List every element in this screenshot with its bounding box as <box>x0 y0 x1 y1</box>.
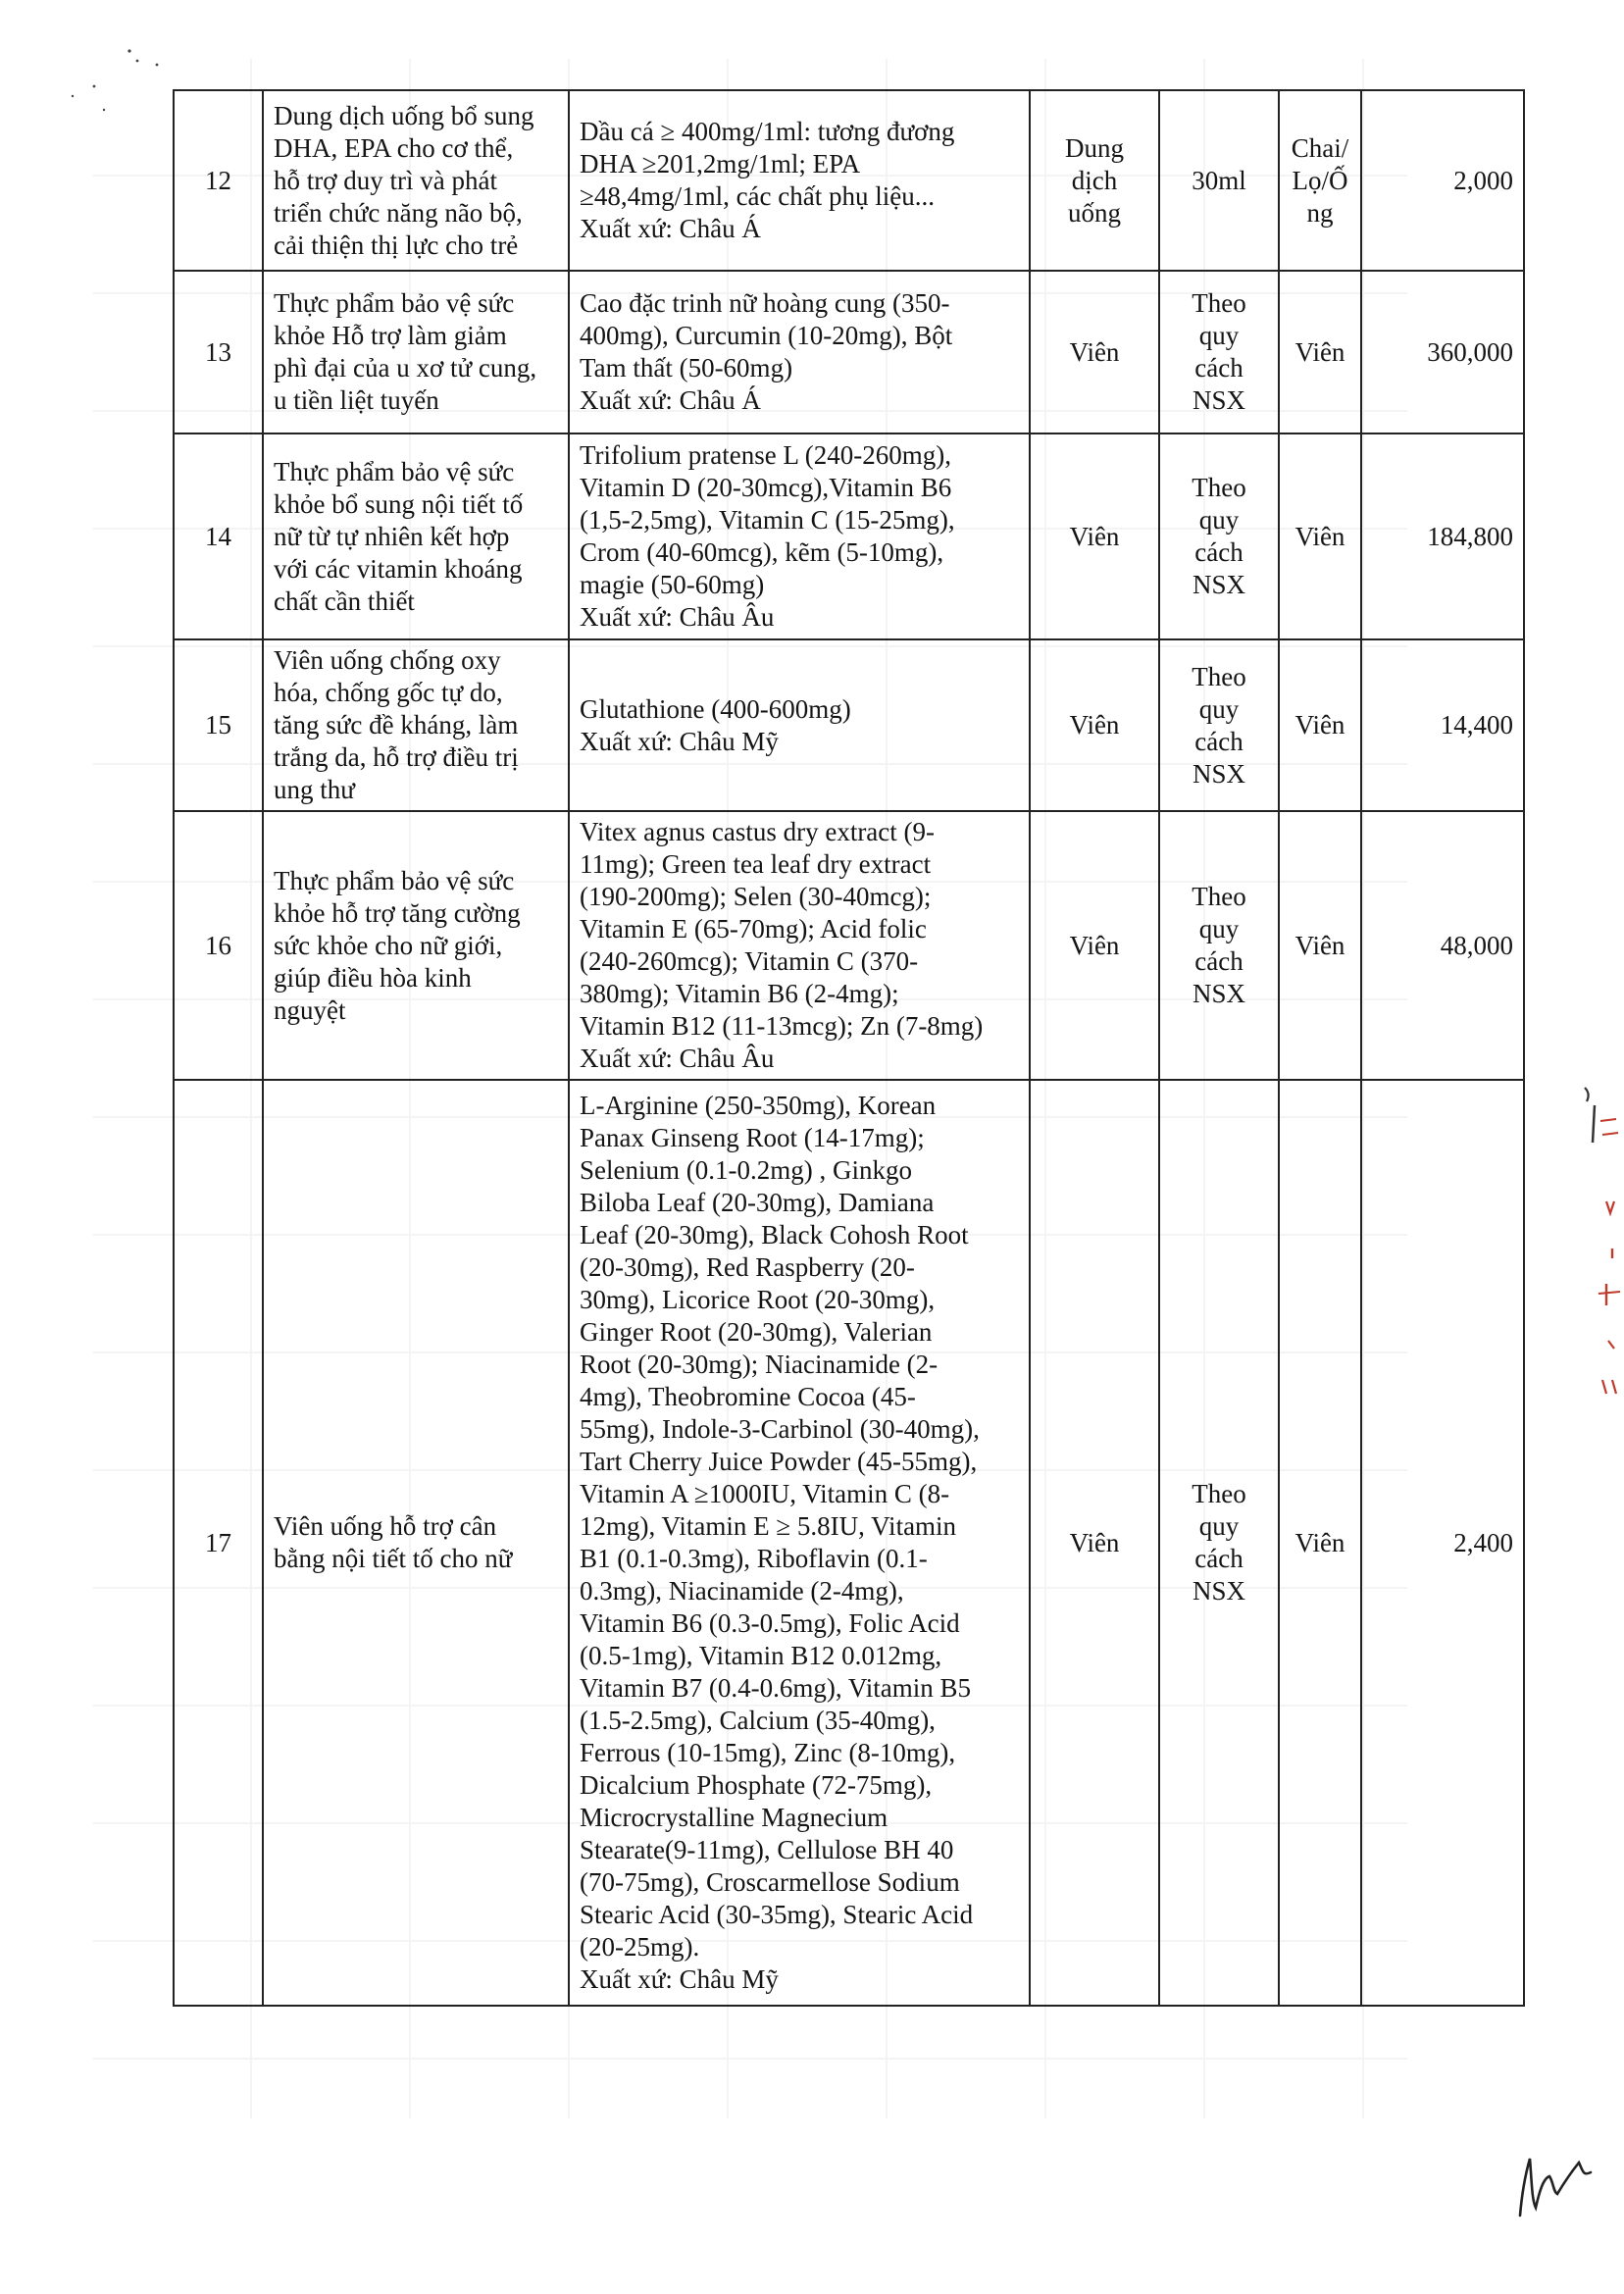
spec-line: Xuất xứ: Châu Mỹ <box>580 726 779 756</box>
cell-unit <box>1279 639 1361 811</box>
price-text: 2,400 <box>1453 1527 1513 1557</box>
unit-line: Lọ/Ố <box>1292 165 1348 195</box>
unit-line: Viên <box>1294 930 1345 960</box>
cell-no <box>174 90 263 271</box>
pack-line: Theo <box>1192 882 1246 911</box>
signature-mark <box>1510 2143 1599 2221</box>
spec-line: Stearic Acid (30-35mg), Stearic Acid <box>580 1900 974 1929</box>
name-line: triển chức năng não bộ, <box>274 197 523 228</box>
spec-line: 55mg), Indole-3-Carbinol (30-40mg), <box>580 1414 980 1444</box>
unit-line: Viên <box>1294 1527 1345 1557</box>
pack-line: Theo <box>1192 288 1246 318</box>
spec-line: magie (50-60mg) <box>580 570 765 599</box>
spec-line: Dầu cá ≥ 400mg/1ml: tương đương <box>580 117 955 146</box>
spec-line: (240-260mcg); Vitamin C (370- <box>580 946 919 976</box>
pack-line: Theo <box>1192 661 1246 691</box>
name-line: Viên uống hỗ trợ cân <box>274 1511 497 1541</box>
cell-name <box>263 811 569 1080</box>
cell-price <box>1361 433 1524 639</box>
spec-line: (1,5-2,5mg), Vitamin C (15-25mg), <box>580 505 955 535</box>
form-line: Viên <box>1069 336 1120 367</box>
spec-line: 380mg); Vitamin B6 (2-4mg); <box>580 979 899 1008</box>
cell-unit <box>1279 811 1361 1080</box>
spec-line: L-Arginine (250-350mg), Korean <box>580 1091 937 1120</box>
table-row <box>174 433 1524 639</box>
form-line: dịch <box>1071 165 1118 195</box>
spec-line: B1 (0.1-0.3mg), Riboflavin (0.1- <box>580 1544 928 1573</box>
spec-line: Leaf (20-30mg), Black Cohosh Root <box>580 1220 969 1249</box>
pack-line: NSX <box>1192 979 1245 1008</box>
name-line: nữ từ tự nhiên kết hợp <box>274 521 510 551</box>
cell-no <box>174 811 263 1080</box>
cell-form <box>1030 271 1159 433</box>
cell-price <box>1361 1080 1524 2006</box>
spec-line: (70-75mg), Croscarmellose Sodium <box>580 1867 960 1897</box>
cell-no <box>174 639 263 811</box>
form-line: Viên <box>1069 930 1120 960</box>
pack-line: NSX <box>1192 758 1245 789</box>
no-text: 12 <box>205 165 231 195</box>
product-table <box>173 89 1525 2007</box>
name-line: cải thiện thị lực cho trẻ <box>274 229 519 260</box>
pack-line: Theo <box>1192 473 1246 502</box>
pack-line: cách <box>1194 726 1243 756</box>
name-line: Thực phẩm bảo vệ sức <box>274 865 515 895</box>
name-line: khỏe bổ sung nội tiết tố <box>274 488 524 519</box>
table-row <box>174 1080 1524 2006</box>
spec-line: Ferrous (10-15mg), Zinc (8-10mg), <box>580 1738 956 1767</box>
spec-line: Microcrystalline Magnecium <box>580 1803 888 1832</box>
cell-price <box>1361 811 1524 1080</box>
name-line: u tiền liệt tuyến <box>274 385 439 415</box>
spec-line: Biloba Leaf (20-30mg), Damiana <box>580 1188 935 1217</box>
spec-line: (20-25mg). <box>580 1932 700 1962</box>
cell-spec <box>569 433 1030 639</box>
spec-line: Vitamin B7 (0.4-0.6mg), Vitamin B5 <box>580 1673 971 1703</box>
spec-line: 12mg), Vitamin E ≥ 5.8IU, Vitamin <box>580 1511 957 1541</box>
cell-name <box>263 90 569 271</box>
spec-line: Tam thất (50-60mg) <box>580 353 793 382</box>
spec-line: ≥48,4mg/1ml, các chất phụ liệu... <box>580 181 935 211</box>
table-row <box>174 271 1524 433</box>
spec-line: Vitamin D (20-30mcg),Vitamin B6 <box>580 473 952 502</box>
cell-pack <box>1159 811 1279 1080</box>
spec-line: Xuất xứ: Châu Âu <box>580 1044 775 1073</box>
cell-spec <box>569 271 1030 433</box>
spec-line: Xuất xứ: Châu Mỹ <box>580 1964 779 1994</box>
table-row <box>174 90 1524 271</box>
pack-line: quy <box>1198 505 1240 535</box>
spec-line: Vitamin B12 (11-13mcg); Zn (7-8mg) <box>580 1011 984 1041</box>
name-line: Thực phẩm bảo vệ sức <box>274 288 515 318</box>
name-line: nguyệt <box>274 994 346 1025</box>
cell-price <box>1361 271 1524 433</box>
name-line: hóa, chống gốc tự do, <box>274 678 503 707</box>
pack-line: quy <box>1198 693 1240 724</box>
spec-line: (1.5-2.5mg), Calcium (35-40mg), <box>580 1706 936 1735</box>
cell-price <box>1361 90 1524 271</box>
no-text: 14 <box>205 521 231 551</box>
cell-pack <box>1159 433 1279 639</box>
name-line: với các vitamin khoáng <box>274 553 523 584</box>
pack-line: cách <box>1194 1544 1243 1573</box>
name-line: ung thư <box>274 775 355 804</box>
form-line: Viên <box>1069 710 1120 739</box>
spec-line: 400mg), Curcumin (10-20mg), Bột <box>580 321 953 350</box>
spec-line: Cao đặc trinh nữ hoàng cung (350- <box>580 288 950 318</box>
name-line: bằng nội tiết tố cho nữ <box>274 1544 513 1573</box>
cell-no <box>174 1080 263 2006</box>
cell-pack <box>1159 271 1279 433</box>
pack-line: NSX <box>1192 385 1245 415</box>
cell-price <box>1361 639 1524 811</box>
no-text: 16 <box>205 930 231 960</box>
cell-spec <box>569 90 1030 271</box>
spec-line: 30mg), Licorice Root (20-30mg), <box>580 1285 936 1314</box>
spec-line: Xuất xứ: Châu Á <box>580 214 761 243</box>
unit-line: Chai/ <box>1291 132 1349 163</box>
cell-pack <box>1159 1080 1279 2006</box>
cell-pack <box>1159 639 1279 811</box>
cell-pack <box>1159 90 1279 271</box>
pack-line: NSX <box>1192 570 1245 599</box>
name-line: Thực phẩm bảo vệ sức <box>274 456 515 486</box>
cell-spec <box>569 1080 1030 2006</box>
name-line: tăng sức đề kháng, làm <box>274 710 519 739</box>
form-line: Dung <box>1065 132 1124 163</box>
cell-no <box>174 271 263 433</box>
name-line: Dung dịch uống bổ sung <box>274 100 534 130</box>
cell-name <box>263 1080 569 2006</box>
price-text: 184,800 <box>1427 521 1513 551</box>
pack-line: cách <box>1194 537 1243 567</box>
name-line: khỏe hỗ trợ tăng cường <box>274 897 521 928</box>
no-text: 13 <box>205 336 231 367</box>
spec-line: Vitamin B6 (0.3-0.5mg), Folic Acid <box>580 1608 960 1638</box>
table-row <box>174 639 1524 811</box>
top-left-scan-marks <box>59 39 177 127</box>
spec-line: (20-30mg), Red Raspberry (20- <box>580 1252 915 1282</box>
spec-line: Trifolium pratense L (240-260mg), <box>580 440 951 470</box>
name-line: trắng da, hỗ trợ điều trị <box>274 742 519 772</box>
spec-line: Vitamin A ≥1000IU, Vitamin C (8- <box>580 1479 950 1508</box>
cell-spec <box>569 811 1030 1080</box>
spec-line: Dicalcium Phosphate (72-75mg), <box>580 1770 933 1800</box>
price-text: 48,000 <box>1440 930 1513 960</box>
margin-red-marks <box>1577 1084 1624 1398</box>
name-line: hỗ trợ duy trì và phát <box>274 165 497 195</box>
pack-line: cách <box>1194 353 1243 382</box>
form-line: Viên <box>1069 1527 1120 1557</box>
cell-name <box>263 271 569 433</box>
price-text: 14,400 <box>1440 710 1513 739</box>
table-row <box>174 811 1524 1080</box>
price-text: 360,000 <box>1427 336 1513 367</box>
unit-line: Viên <box>1294 336 1345 367</box>
form-line: Viên <box>1069 521 1120 551</box>
cell-name <box>263 639 569 811</box>
name-line: Viên uống chống oxy <box>274 645 501 675</box>
spec-line: DHA ≥201,2mg/1ml; EPA <box>580 149 861 178</box>
cell-no <box>174 433 263 639</box>
spec-line: Root (20-30mg); Niacinamide (2- <box>580 1350 939 1379</box>
pack-line: quy <box>1198 914 1240 943</box>
unit-line: Viên <box>1294 521 1345 551</box>
cell-form <box>1030 1080 1159 2006</box>
pack-line: NSX <box>1192 1576 1245 1606</box>
name-line: phì đại của u xơ tử cung, <box>274 353 537 382</box>
spec-line: Tart Cherry Juice Powder (45-55mg), <box>580 1447 978 1476</box>
name-line: DHA, EPA cho cơ thể, <box>274 132 514 163</box>
cell-unit <box>1279 271 1361 433</box>
spec-line: Xuất xứ: Châu Âu <box>580 602 775 632</box>
spec-line: Vitex agnus castus dry extract (9- <box>580 817 936 846</box>
spec-line: Panax Ginseng Root (14-17mg); <box>580 1123 925 1152</box>
name-line: chất cần thiết <box>274 586 415 616</box>
spec-line: Xuất xứ: Châu Á <box>580 385 761 415</box>
cell-unit <box>1279 433 1361 639</box>
spec-line: Crom (40-60mcg), kẽm (5-10mg), <box>580 537 944 567</box>
unit-line: ng <box>1306 197 1334 228</box>
cell-name <box>263 433 569 639</box>
spec-line: Vitamin E (65-70mg); Acid folic <box>580 914 927 943</box>
unit-line: Viên <box>1294 710 1345 739</box>
cell-form <box>1030 433 1159 639</box>
cell-form <box>1030 639 1159 811</box>
form-line: uống <box>1068 197 1121 228</box>
spec-line: Selenium (0.1-0.2mg) , Ginkgo <box>580 1155 912 1185</box>
name-line: khỏe Hỗ trợ làm giảm <box>274 321 507 350</box>
cell-form <box>1030 811 1159 1080</box>
spec-line: 4mg), Theobromine Cocoa (45- <box>580 1382 916 1411</box>
spec-line: Ginger Root (20-30mg), Valerian <box>580 1317 933 1347</box>
name-line: sức khỏe cho nữ giới, <box>274 930 503 960</box>
pack-line: quy <box>1198 1511 1240 1541</box>
pack-line: quy <box>1198 321 1240 350</box>
cell-unit <box>1279 1080 1361 2006</box>
spec-line: (190-200mg); Selen (30-40mcg); <box>580 882 932 911</box>
no-text: 17 <box>205 1527 231 1557</box>
spec-line: (0.5-1mg), Vitamin B12 0.012mg, <box>580 1641 942 1670</box>
cell-unit <box>1279 90 1361 271</box>
cell-form <box>1030 90 1159 271</box>
pack-line: cách <box>1194 946 1243 976</box>
spec-line: 0.3mg), Niacinamide (2-4mg), <box>580 1576 904 1606</box>
pack-line: Theo <box>1192 1479 1246 1508</box>
spec-line: 11mg); Green tea leaf dry extract <box>580 849 932 879</box>
no-text: 15 <box>205 710 231 739</box>
cell-spec <box>569 639 1030 811</box>
price-text: 2,000 <box>1453 165 1513 195</box>
name-line: giúp điều hòa kinh <box>274 962 472 993</box>
spec-line: Glutathione (400-600mg) <box>580 693 851 724</box>
spec-line: Stearate(9-11mg), Cellulose BH 40 <box>580 1835 954 1864</box>
pack-line: 30ml <box>1192 165 1246 195</box>
